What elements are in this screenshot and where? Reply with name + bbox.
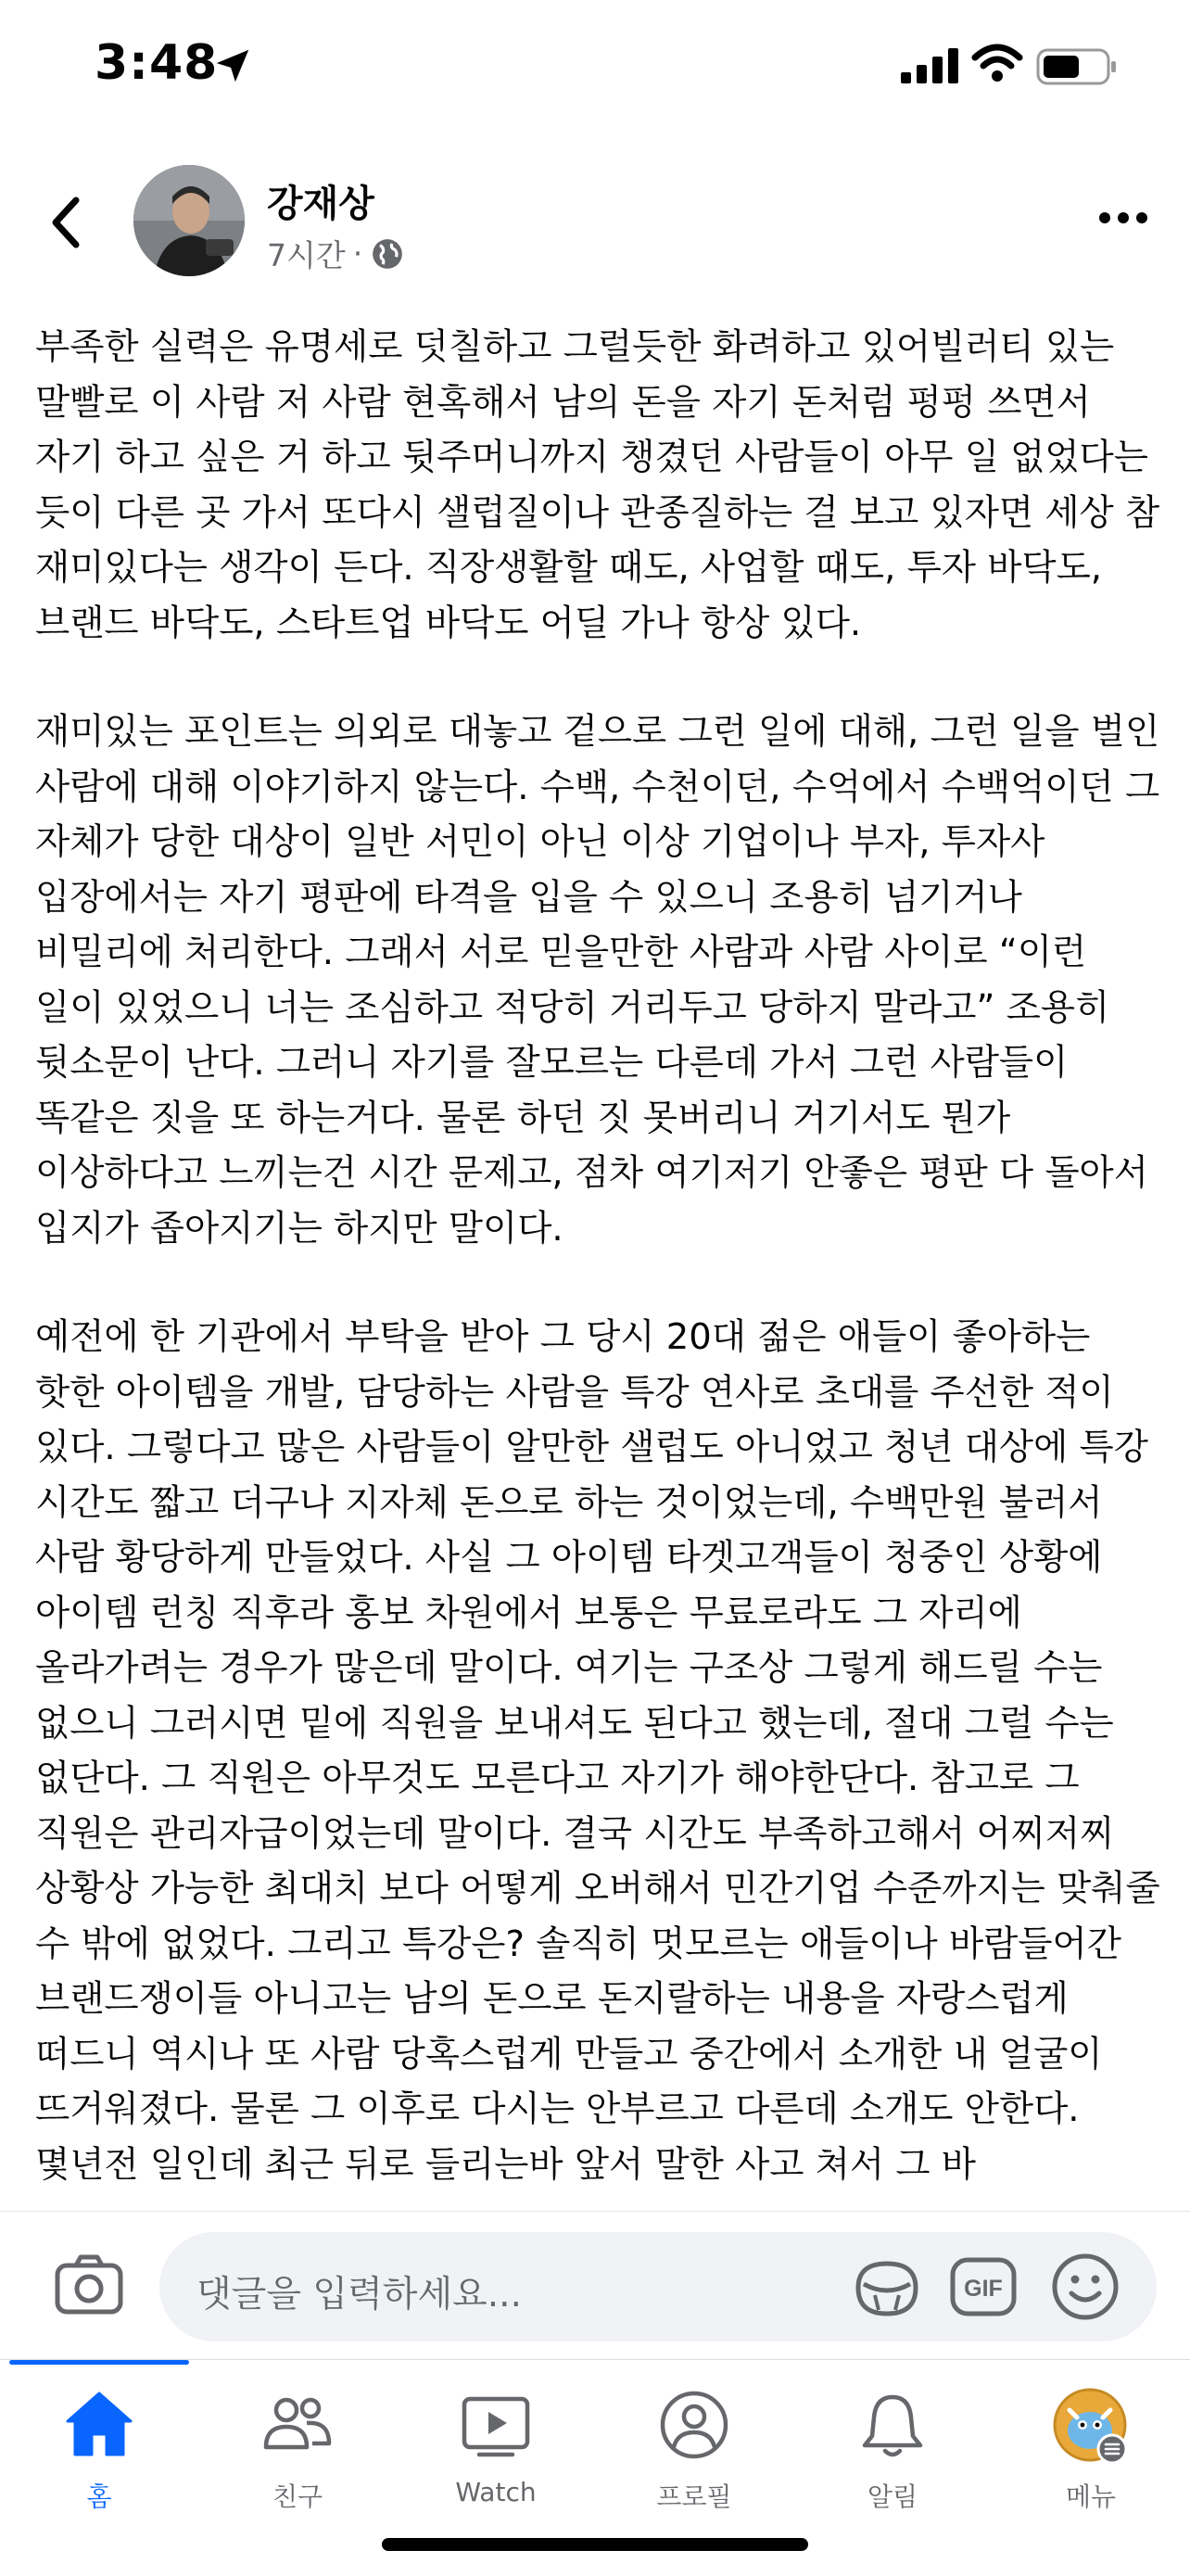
friends-icon [260, 2388, 335, 2462]
tab-friends[interactable] [198, 2360, 397, 2536]
tab-profile[interactable] [595, 2360, 793, 2536]
sticker-icon[interactable] [851, 2256, 923, 2321]
status-bar [0, 0, 1190, 139]
menu-avatar-icon [1051, 2386, 1131, 2466]
tab-label: 메뉴 [1065, 2481, 1117, 2512]
emoji-icon[interactable] [1049, 2251, 1121, 2323]
wifi-icon [971, 43, 1023, 83]
tab-label: 홈 [86, 2481, 112, 2512]
tab-notifications[interactable] [793, 2360, 992, 2536]
post-paragraph: 예전에 한 기관에서 부탁을 받아 그 당시 20대 젊은 애들이 좋아하는 핫한 아이템을 개발, 담당하는 사람을 특강 연사로 초대를 주선한 적이 있다. 그렇다고 많은 사람들이 알만한 샐럽도 아니었고 청년 대상에 특강 시간도 짧고 더구나 지자체 돈으로 하는 것이었는데, 수백만원 불러서 사람 황당하게 만들었다. 사실 그 아이템 타겟고객들이 청중인 상황에 아이템 런칭 직후라 홍보 차원에서 보통은 무료로라도 그 자리에 올라가려는 경우가 많은데 말이다. 여기는 구조상 그렇게 해드릴 수는 없으니 그러시면 밑에 직원을 보내셔도 된다고 했는데, 절대 그럴 수는 없단다. 그 직원은 아무것도 모른다고 자기가 해야한단다. 참고로 그 직원은 관리자급이었는데 말이다. 결국 시간도 부족하고해서 어찌저찌 상황상 가능한 최대치 보다 어떻게 오버해서 민간기업 수준까지는 맞춰줄 수 밖에 없었다. 그리고 특강은? 솔직히 멋모르는 애들이나 바람들어간 브랜드쟁이들 아니고는 남의 돈으로 돈지랄하는 내용을 자랑스럽게 떠드니 역시나 또 사람 당혹스럽게 만들고 중간에서 소개한 내 얼굴이 뜨거워졌다. 물론 그 이후로 다시는 안부르고 다른데 소개도 안한다. 몇년전 일인데 최근 뒤로 들리는바 앞서 말한 사고 쳐서 그 바 [35, 1316, 1160, 2186]
gif-label: GIF [964, 2276, 1003, 2302]
back-arrow-icon[interactable] [46, 195, 85, 250]
more-options-icon[interactable] [1097, 204, 1149, 232]
tab-label: 프로필 [656, 2481, 732, 2512]
cellular-signal-icon [901, 46, 960, 83]
comment-placeholder: 댓글을 입력하세요... [196, 2274, 522, 2316]
meta-separator: · [352, 235, 363, 272]
comment-input[interactable] [159, 2232, 1157, 2341]
post-header [0, 148, 1190, 297]
tab-label: Watch [455, 2477, 537, 2507]
home-indicator [382, 2538, 808, 2551]
home-icon [62, 2388, 136, 2462]
status-time: 3:48 [95, 35, 219, 91]
author-avatar[interactable] [133, 165, 245, 276]
profile-icon [657, 2388, 731, 2462]
tab-home[interactable] [0, 2360, 198, 2536]
tab-label: 친구 [272, 2481, 323, 2512]
post-paragraph: 부족한 실력은 유명세로 덧칠하고 그럴듯한 화려하고 있어빌러티 있는 말빨로 이 사람 저 사람 현혹해서 남의 돈을 자기 돈처럼 펑펑 쓰면서 자기 하고 싶은 거 하고 뒷주머니까지 챙겼던 사람들이 아무 일 없었다는 듯이 다른 곳 가서 또다시 샐럽질이나 관종질하는 걸 보고 있자면 세상 참 재미있다는 생각이 든다. 직장생활할 때도, 사업할 때도, 투자 바닥도, 브랜드 바닥도, 스타트업 바닥도 어딜 가나 항상 있다. [35, 326, 1160, 644]
tab-label: 알림 [867, 2481, 918, 2512]
bell-icon [855, 2388, 930, 2462]
tab-menu[interactable] [992, 2360, 1190, 2536]
gif-icon[interactable] [949, 2252, 1018, 2321]
post-paragraph: 재미있는 포인트는 의외로 대놓고 겉으로 그런 일에 대해, 그런 일을 벌인 사람에 대해 이야기하지 않는다. 수백, 수천이던, 수억에서 수백억이던 그 자체가 당한 대상이 일반 서민이 아닌 이상 기업이나 부자, 투자사 입장에서는 자기 평판에 타격을 입을 수 있으니 조용히 넘기거나 비밀리에 처리한다. 그래서 서로 믿을만한 사람과 사람 사이로 “이런 일이 있었으니 너는 조심하고 적당히 거리두고 당하지 말라고” 조용히 뒷소문이 난다. 그러니 자기를 잘모르는 다른데 가서 그런 사람들이 똑같은 짓을 또 하는거다. 물론 하던 짓 못버리니 거기서도 뭔가 이상하다고 느끼는건 시간 문제고, 점차 여기저기 안좋은 평판 다 돌아서 입지가 좁아지기는 하지만 말이다. [35, 711, 1160, 1250]
author-name[interactable]: 강재상 [267, 183, 374, 225]
author-avatar-image [133, 165, 245, 276]
watch-icon [459, 2388, 533, 2462]
location-arrow-icon [211, 44, 254, 87]
tab-watch[interactable] [397, 2360, 595, 2536]
globe-icon [370, 236, 405, 272]
camera-icon[interactable] [52, 2247, 126, 2321]
post-meta [267, 232, 405, 275]
post-time[interactable]: 7시간 [267, 237, 346, 273]
post-body [35, 320, 1160, 2211]
battery-icon [1036, 48, 1118, 85]
comment-bar [0, 2211, 1190, 2360]
